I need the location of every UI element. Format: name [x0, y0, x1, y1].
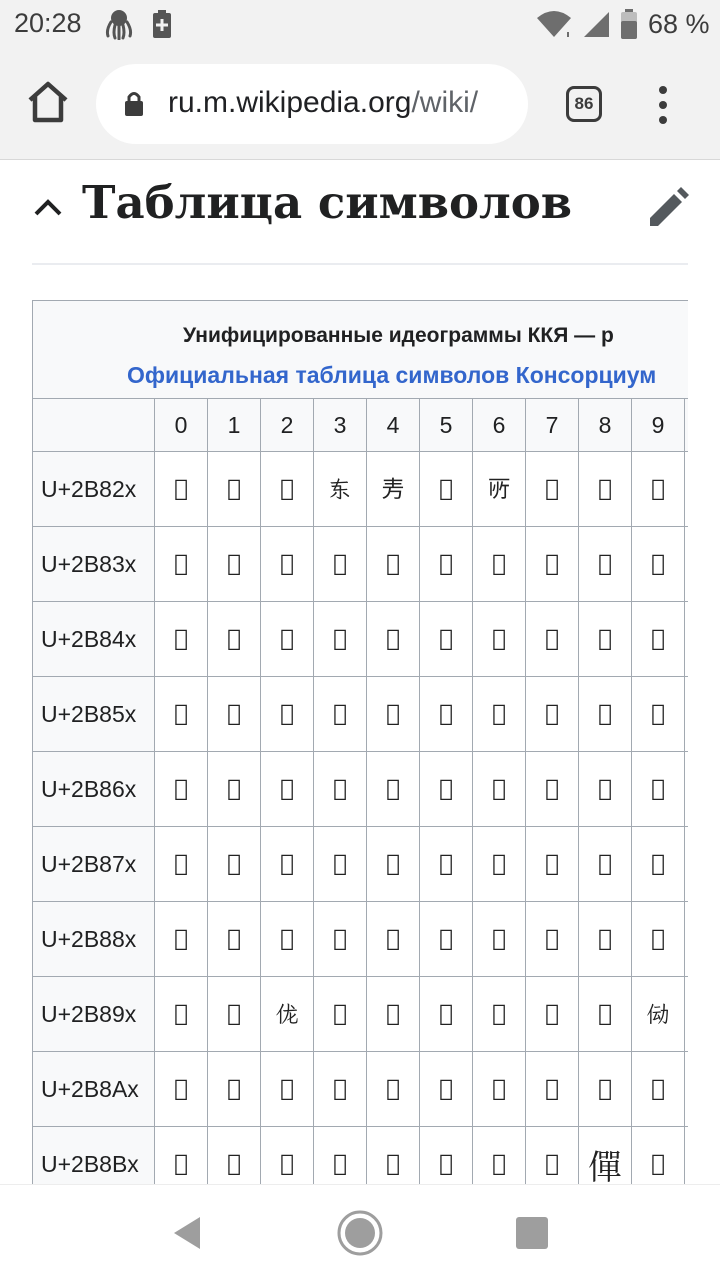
glyph-cell: 𫢆: [473, 902, 526, 977]
row-label: U+2B8Ax: [33, 1052, 155, 1127]
glyph-cell: 𫠥: [420, 452, 473, 527]
glyph-cell: 𫡓: [314, 677, 367, 752]
table-body: [33, 452, 689, 1185]
row-label: U+2B86x: [33, 752, 155, 827]
glyph-cell: 𫡢: [261, 752, 314, 827]
glyph-cell: 𫢵: [420, 1127, 473, 1185]
glyph-cell: 𫡴: [367, 827, 420, 902]
glyph-cell: 𫢃: [314, 902, 367, 977]
row-label: U+2B85x: [33, 677, 155, 752]
glyph-cell: 𫡕: [420, 677, 473, 752]
row-label: U+2B82x: [33, 452, 155, 527]
table-caption-title: Унифицированные идеограммы ККЯ — р: [183, 324, 614, 347]
home-circle-icon[interactable]: [336, 1209, 384, 1257]
section-title: Таблица символов: [82, 176, 572, 229]
glyph-cell: 𫡹: [632, 827, 685, 902]
column-header: [685, 399, 689, 452]
glyph-cell: 𫡤: [367, 752, 420, 827]
glyph-cell: 𫠵: [420, 527, 473, 602]
glyph-cell: 𫡧: [526, 752, 579, 827]
battery-saver-icon: [152, 10, 172, 38]
glyph-cell: 𫢦: [473, 1052, 526, 1127]
table-row: [33, 902, 689, 977]
glyph-cell: 𫢰: [155, 1127, 208, 1185]
table-caption-link[interactable]: Официальная таблица символов Консорциум: [127, 362, 657, 388]
glyph-cell: 𫠴: [367, 527, 420, 602]
glyph-cell: 𫡈: [579, 602, 632, 677]
glyph-cell: 𫠹: [632, 527, 685, 602]
glyph-cell: 𫢄: [367, 902, 420, 977]
glyph-cell: 𫡠: [155, 752, 208, 827]
glyph-cell: [685, 752, 689, 827]
battery-icon: [620, 9, 638, 39]
glyph-cell: 𫢶: [473, 1127, 526, 1185]
tab-switcher-button[interactable]: 86: [566, 86, 602, 122]
glyph-cell: 𫡄: [367, 602, 420, 677]
glyph-cell: 𫢨: [579, 1052, 632, 1127]
url-path: /wiki/: [411, 86, 479, 119]
glyph-cell: 𫠱: [208, 527, 261, 602]
glyph-cell: 𫢠: [155, 1052, 208, 1127]
column-header: 7: [526, 399, 579, 452]
glyph-cell: 𫢧: [526, 1052, 579, 1127]
glyph-cell: 𫢡: [208, 1052, 261, 1127]
glyph-cell: 𫡦: [473, 752, 526, 827]
glyph-cell: 𫢓: [314, 977, 367, 1052]
glyph-cell: [685, 452, 689, 527]
glyph-cell: 𫡉: [632, 602, 685, 677]
column-header: 4: [367, 399, 420, 452]
status-time: 20:28: [14, 8, 82, 38]
table-row: [33, 527, 689, 602]
glyph-cell: 𫠨: [579, 452, 632, 527]
column-header: 9: [632, 399, 685, 452]
glyph-cell: [685, 527, 689, 602]
menu-icon[interactable]: [648, 84, 678, 126]
glyph-cell: 𫢐: [155, 977, 208, 1052]
glyph-cell: 𫡑: [208, 677, 261, 752]
glyph-cell: 𫢅: [420, 902, 473, 977]
glyph-cell: 𫡣: [314, 752, 367, 827]
glyph-cell: 𫢩: [632, 1052, 685, 1127]
glyph-cell: 𫡔: [367, 677, 420, 752]
glyph-cell: 𫢈: [579, 902, 632, 977]
column-header: 2: [261, 399, 314, 452]
glyph-cell: 𫡰: [155, 827, 208, 902]
column-header-row: [33, 399, 689, 452]
glyph-cell: 𫠧: [526, 452, 579, 527]
table-row: [33, 977, 689, 1052]
glyph-cell: 𫢇: [526, 902, 579, 977]
glyph-cell: 𫢕: [420, 977, 473, 1052]
glyph-cell: 𫡆: [473, 602, 526, 677]
glyph-cell: 𫡂: [261, 602, 314, 677]
status-bar: [0, 0, 720, 48]
glyph-cell: 𫠢: [261, 452, 314, 527]
row-label: U+2B84x: [33, 602, 155, 677]
glyph-cell: 𫡇: [526, 602, 579, 677]
glyph-cell: 𫢲: [261, 1127, 314, 1185]
wifi-icon: [536, 10, 572, 38]
column-header: 1: [208, 399, 261, 452]
glyph-cell: 𫢳: [314, 1127, 367, 1185]
row-label: U+2B89x: [33, 977, 155, 1052]
glyph-cell: 𫢴: [367, 1127, 420, 1185]
glyph-cell: [685, 977, 689, 1052]
glyph-cell: 𫡱: [208, 827, 261, 902]
chevron-up-icon[interactable]: [32, 192, 64, 220]
glyph-cell: 𫠩: [632, 452, 685, 527]
row-label: U+2B87x: [33, 827, 155, 902]
glyph-cell: 𫡥: [420, 752, 473, 827]
character-table: [32, 300, 688, 1184]
column-header: 8: [579, 399, 632, 452]
glyph-cell: 𫡀: [155, 602, 208, 677]
glyph-cell: 𫢣: [314, 1052, 367, 1127]
glyph-cell: 𫡨: [579, 752, 632, 827]
glyph-cell: 𫠠: [155, 452, 208, 527]
glyph-cell: 𫢁: [208, 902, 261, 977]
glyph-cell: 𫡷: [526, 827, 579, 902]
glyph-cell: 𫡃: [314, 602, 367, 677]
url-host: ru.m.wikipedia.org: [168, 86, 412, 119]
glyph-cell: 𫡶: [473, 827, 526, 902]
glyph-cell: 𫠶: [473, 527, 526, 602]
glyph-cell: 𫢱: [208, 1127, 261, 1185]
glyph-cell: 𫠤: [367, 452, 420, 527]
browser-toolbar: [0, 48, 720, 160]
glyph-cell: 𫢙: [632, 977, 685, 1052]
character-table-wrapper[interactable]: [32, 300, 688, 1184]
glyph-cell: 𫢘: [579, 977, 632, 1052]
glyph-cell: 𫡸: [579, 827, 632, 902]
glyph-cell: 𫡵: [420, 827, 473, 902]
row-label: U+2B8Bx: [33, 1127, 155, 1185]
glyph-cell: 𫡖: [473, 677, 526, 752]
row-label: U+2B83x: [33, 527, 155, 602]
glyph-cell: 𫠦: [473, 452, 526, 527]
glyph-cell: 𫠰: [155, 527, 208, 602]
signal-icon: [582, 10, 610, 38]
glyph-cell: 𫡡: [208, 752, 261, 827]
glyph-cell: [685, 677, 689, 752]
glyph-cell: 𫢗: [526, 977, 579, 1052]
column-header: 6: [473, 399, 526, 452]
glyph-cell: 僤: [579, 1127, 632, 1185]
back-icon[interactable]: [170, 1215, 204, 1251]
table-row: [33, 602, 689, 677]
glyph-cell: 𫢤: [367, 1052, 420, 1127]
glyph-cell: 𫡲: [261, 827, 314, 902]
glyph-cell: 𫡁: [208, 602, 261, 677]
table-row: [33, 827, 689, 902]
table-row: [33, 1052, 689, 1127]
table-caption: [33, 301, 689, 399]
recents-icon[interactable]: [516, 1217, 548, 1249]
glyph-cell: 𫠷: [526, 527, 579, 602]
system-nav-bar: [0, 1184, 720, 1280]
glyph-cell: 𫢹: [632, 1127, 685, 1185]
column-header: 0: [155, 399, 208, 452]
glyph-cell: 𫢷: [526, 1127, 579, 1185]
glyph-cell: 𫢔: [367, 977, 420, 1052]
glyph-cell: [685, 1127, 689, 1185]
url-text: [168, 86, 520, 120]
octopus-icon: [104, 8, 134, 40]
glyph-cell: 𫢥: [420, 1052, 473, 1127]
glyph-cell: 𫠣: [314, 452, 367, 527]
table-row: [33, 752, 689, 827]
section-divider: [32, 263, 688, 265]
glyph-cell: 𫢀: [155, 902, 208, 977]
glyph-cell: 𫠳: [314, 527, 367, 602]
glyph-cell: 𫡗: [526, 677, 579, 752]
glyph-cell: 𫡩: [632, 752, 685, 827]
lock-icon: [124, 90, 144, 116]
glyph-cell: [685, 902, 689, 977]
table-row: [33, 452, 689, 527]
glyph-cell: 𫢢: [261, 1052, 314, 1127]
glyph-cell: [685, 1052, 689, 1127]
corner-cell: [33, 399, 155, 452]
column-header: 5: [420, 399, 473, 452]
glyph-cell: 𫡙: [632, 677, 685, 752]
glyph-cell: 𫠡: [208, 452, 261, 527]
address-bar[interactable]: [96, 64, 528, 144]
glyph-cell: 𫠲: [261, 527, 314, 602]
glyph-cell: 𫢖: [473, 977, 526, 1052]
row-label: U+2B88x: [33, 902, 155, 977]
glyph-cell: [685, 602, 689, 677]
home-icon[interactable]: [22, 76, 74, 128]
glyph-cell: 𫡳: [314, 827, 367, 902]
table-row: [33, 1127, 689, 1185]
glyph-cell: [685, 827, 689, 902]
battery-percent: 68 %: [648, 9, 710, 39]
edit-icon[interactable]: [646, 186, 690, 230]
glyph-cell: 𫡅: [420, 602, 473, 677]
glyph-cell: 𫡒: [261, 677, 314, 752]
table-row: [33, 677, 689, 752]
glyph-cell: 𫡐: [155, 677, 208, 752]
column-header: 3: [314, 399, 367, 452]
glyph-cell: 𫢉: [632, 902, 685, 977]
glyph-cell: 𫢂: [261, 902, 314, 977]
glyph-cell: 𫢒: [261, 977, 314, 1052]
glyph-cell: 𫠸: [579, 527, 632, 602]
glyph-cell: 𫢑: [208, 977, 261, 1052]
glyph-cell: 𫡘: [579, 677, 632, 752]
